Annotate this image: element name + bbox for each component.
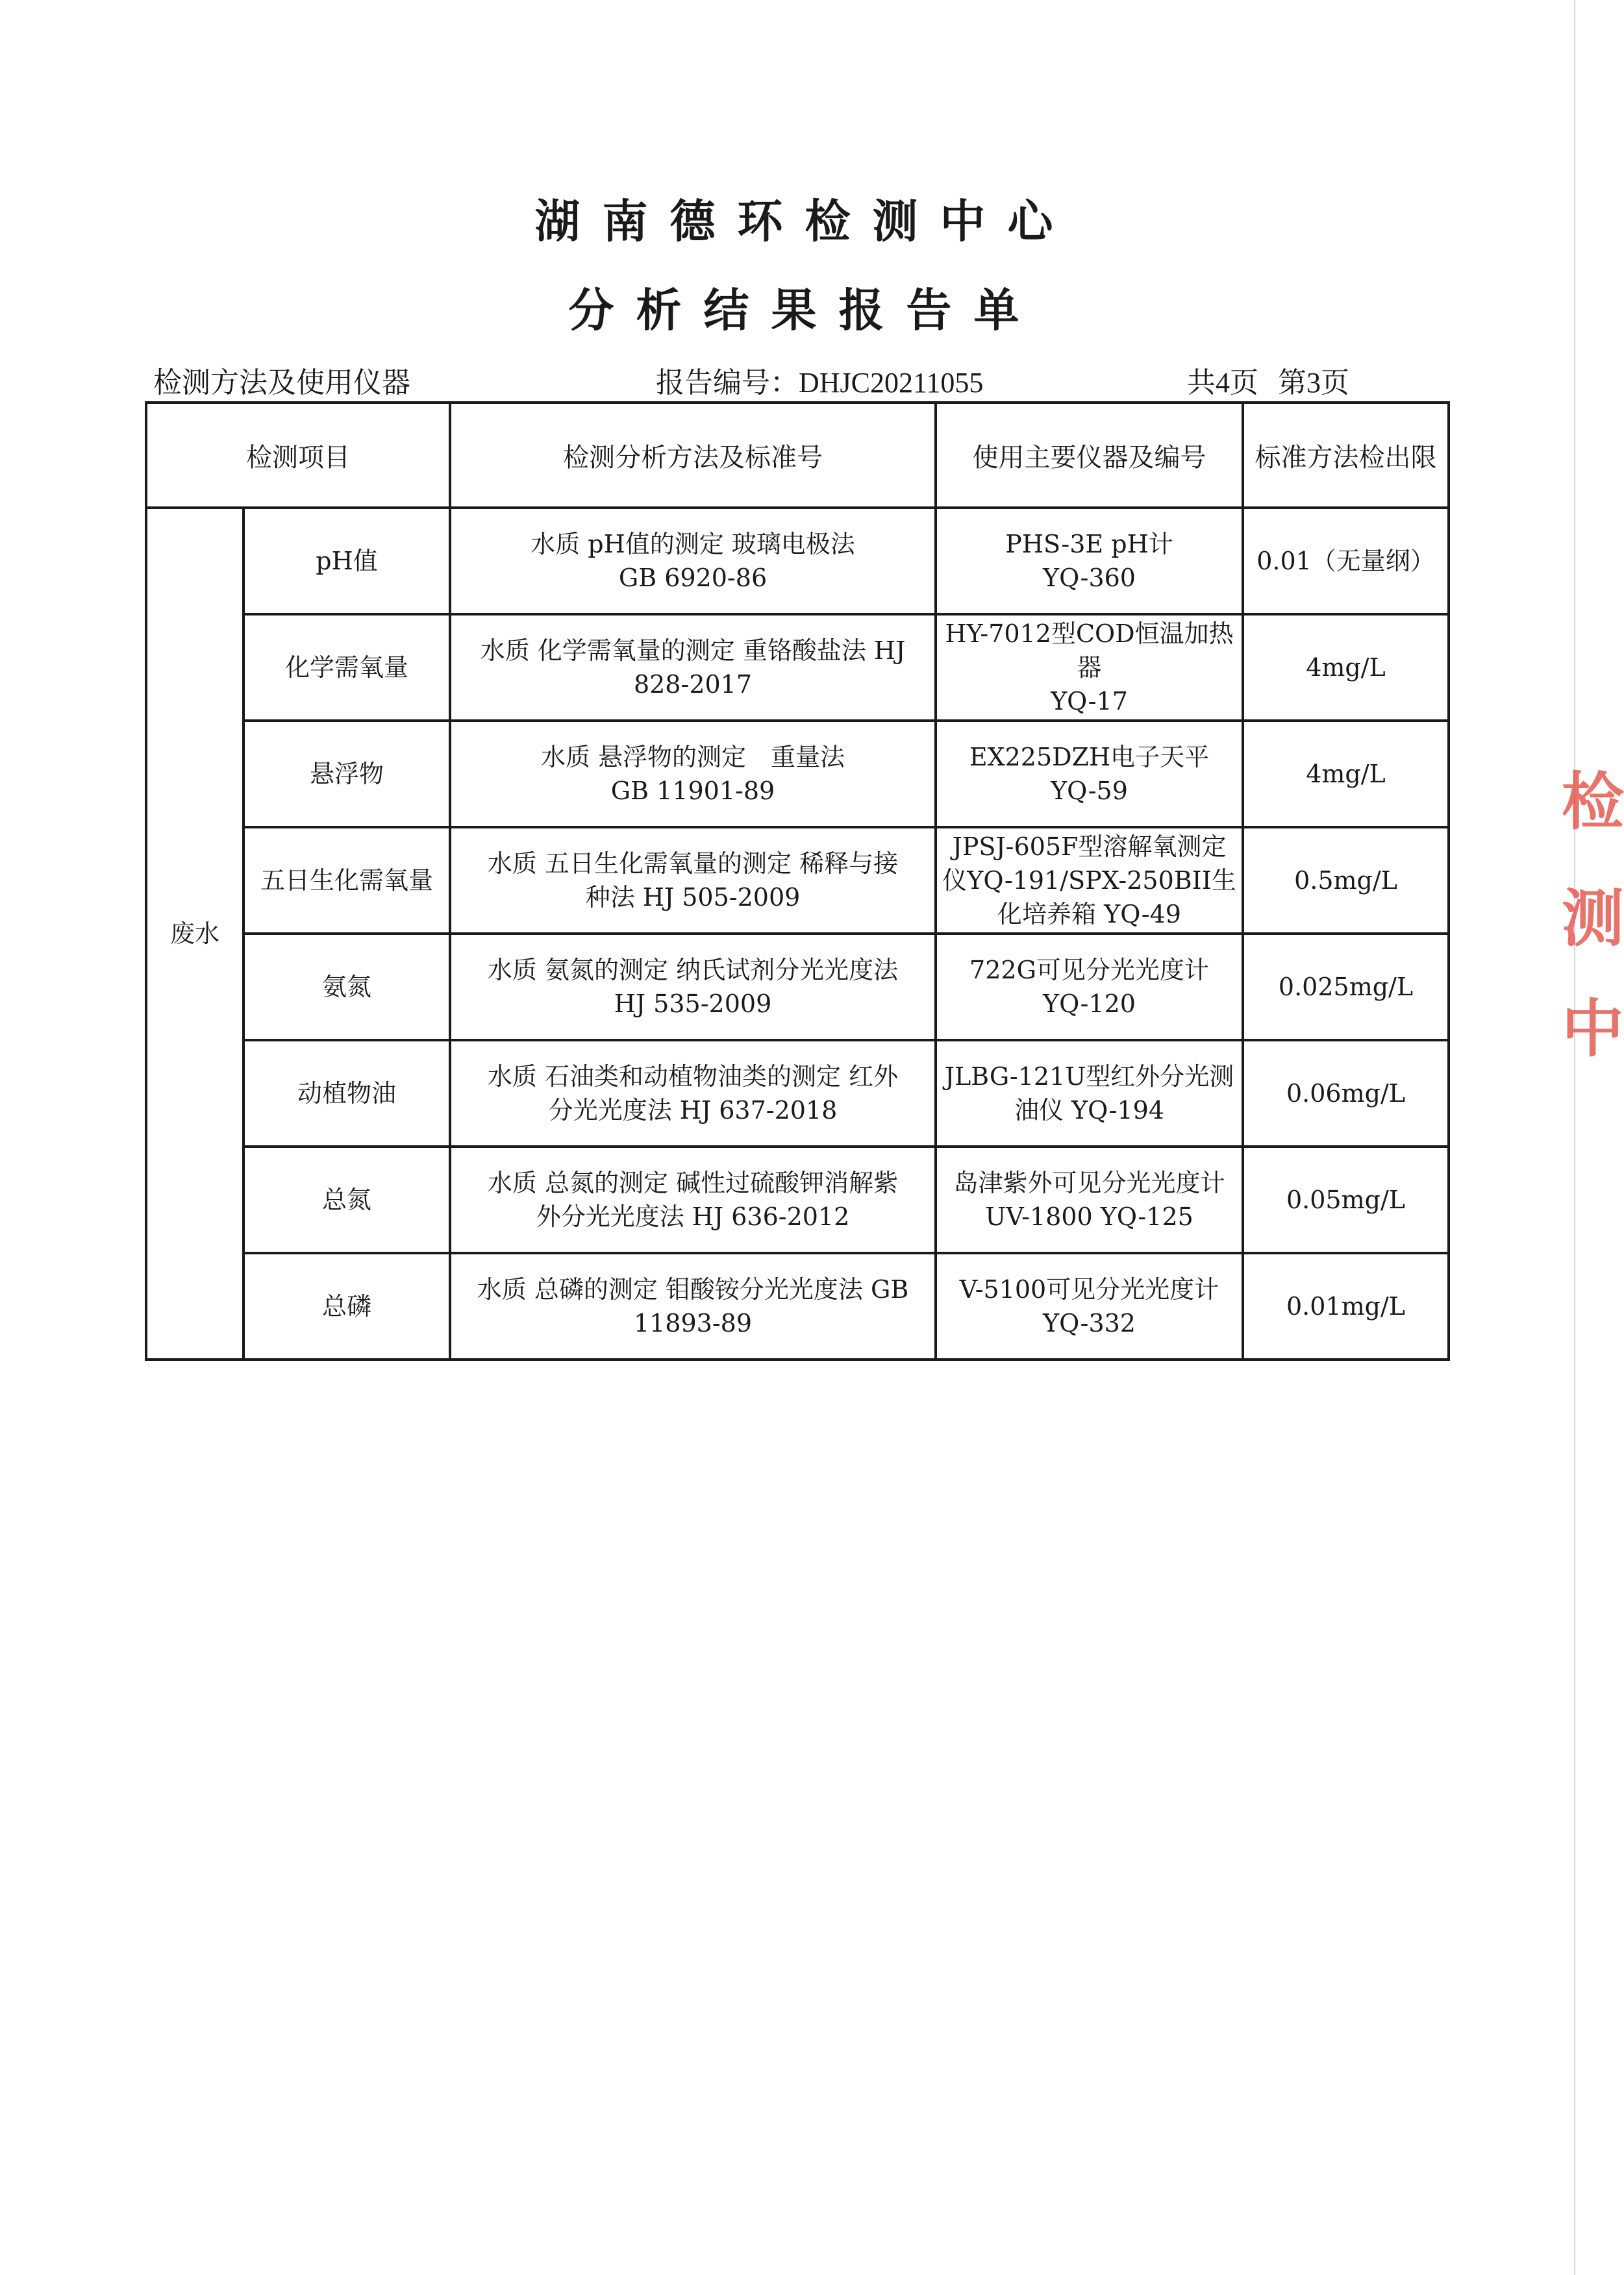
- page-info: [1187, 364, 1349, 403]
- instrument-cell: [936, 1147, 1243, 1253]
- table-row: [146, 1040, 1449, 1147]
- seal-char: 测: [1562, 882, 1624, 955]
- limit-cell: 0.01mg/L: [1243, 1253, 1449, 1360]
- instrument-cell: [936, 721, 1243, 827]
- limit-cell: 0.05mg/L: [1243, 1147, 1449, 1253]
- scan-edge-line: [1574, 0, 1575, 2275]
- instrument-cell: [936, 827, 1243, 934]
- instrument-cell: [936, 508, 1243, 614]
- instrument-line: 仪YQ-191/SPX-250BII生: [942, 866, 1236, 895]
- category-cell: 废水: [146, 508, 244, 1360]
- item-cell: 五日生化需氧量: [244, 827, 450, 934]
- table-row: [146, 1147, 1449, 1253]
- instrument-line: UV-1800 YQ-125: [985, 1202, 1193, 1231]
- table-row: [146, 508, 1449, 614]
- instrument-line: PHS-3E pH计: [1005, 530, 1173, 558]
- limit-cell: 0.06mg/L: [1243, 1040, 1449, 1147]
- method-line: 水质 悬浮物的测定 重量法: [540, 743, 845, 771]
- page-number: 第3页: [1278, 367, 1349, 399]
- method-line: 水质 总氮的测定 碱性过硫酸钾消解紫: [487, 1169, 899, 1197]
- item-cell: 氨氮: [244, 934, 450, 1040]
- instrument-line: YQ-120: [1042, 989, 1136, 1018]
- method-line: HJ 535-2009: [614, 989, 772, 1018]
- method-cell: [450, 614, 936, 721]
- col-header-method: 检测分析方法及标准号: [450, 403, 936, 508]
- method-line: 水质 总磷的测定 钼酸铵分光光度法 GB: [477, 1275, 909, 1304]
- instrument-line: 722G可见分光光度计: [969, 956, 1209, 984]
- instrument-line: V-5100可见分光光度计: [959, 1275, 1219, 1304]
- item-cell: 化学需氧量: [244, 614, 450, 721]
- method-line: 828-2017: [633, 670, 753, 699]
- method-line: 外分光光度法 HJ 636-2012: [536, 1202, 850, 1231]
- limit-cell: 0.01（无量纲）: [1243, 508, 1449, 614]
- method-cell: [450, 1253, 936, 1360]
- method-cell: [450, 934, 936, 1040]
- method-line: 分光光度法 HJ 637-2018: [548, 1096, 838, 1125]
- table-row: [146, 827, 1449, 934]
- method-cell: [450, 1040, 936, 1147]
- instrument-line: EX225DZH电子天平: [969, 743, 1210, 771]
- item-cell: 动植物油: [244, 1040, 450, 1147]
- instrument-line: YQ-332: [1042, 1309, 1136, 1337]
- seal-char: 检: [1562, 765, 1624, 838]
- col-header-limit: 标准方法检出限: [1243, 403, 1449, 508]
- instrument-line: 化培养箱 YQ-49: [997, 900, 1181, 928]
- section-label: 检测方法及使用仪器: [153, 367, 410, 399]
- table-header-row: [146, 403, 1449, 508]
- instrument-line: YQ-17: [1051, 687, 1128, 715]
- limit-cell: 4mg/L: [1243, 721, 1449, 827]
- col-header-item: 检测项目: [146, 403, 450, 508]
- seal-char: 中: [1562, 993, 1624, 1065]
- instrument-line: YQ-360: [1042, 564, 1136, 592]
- method-cell: [450, 508, 936, 614]
- limit-cell: 0.025mg/L: [1243, 934, 1449, 1040]
- item-cell: 总氮: [244, 1147, 450, 1253]
- methods-table: [145, 401, 1450, 1361]
- method-cell: [450, 827, 936, 934]
- instrument-cell: [936, 934, 1243, 1040]
- table-row: [146, 721, 1449, 827]
- instrument-line: JPSJ-605F型溶解氧测定: [952, 832, 1227, 861]
- table-row: [146, 1253, 1449, 1360]
- limit-cell: 0.5mg/L: [1243, 827, 1449, 934]
- method-line: 水质 pH值的测定 玻璃电极法: [531, 530, 855, 558]
- method-line: 水质 化学需氧量的测定 重铬酸盐法 HJ: [480, 636, 906, 665]
- method-line: 11893-89: [633, 1309, 753, 1337]
- item-cell: pH值: [244, 508, 450, 614]
- method-line: GB 6920-86: [618, 564, 768, 592]
- method-line: 种法 HJ 505-2009: [585, 883, 801, 912]
- table-row: [146, 614, 1449, 721]
- method-line: 水质 氨氮的测定 纳氏试剂分光光度法: [487, 956, 899, 984]
- instrument-cell: [936, 1253, 1243, 1360]
- instrument-line: JLBG-121U型红外分光测: [944, 1062, 1234, 1091]
- instrument-line: 油仪 YQ-194: [1014, 1096, 1165, 1125]
- method-line: GB 11901-89: [610, 777, 775, 805]
- total-pages: 共4页: [1187, 367, 1258, 399]
- limit-cell: 4mg/L: [1243, 614, 1449, 721]
- table-row: [146, 934, 1449, 1040]
- report-title: 分析结果报告单: [568, 284, 1042, 337]
- report-number: 报告编号：DHJC20211055: [656, 367, 984, 399]
- instrument-line: YQ-59: [1051, 777, 1128, 805]
- red-seal-fragment: [1562, 747, 1624, 1084]
- method-cell: [450, 1147, 936, 1253]
- col-header-instrument: 使用主要仪器及编号: [936, 403, 1243, 508]
- instrument-cell: [936, 1040, 1243, 1147]
- table-body: [146, 508, 1449, 1360]
- org-name: 湖南德环检测中心: [534, 195, 1075, 248]
- instrument-line: 岛津紫外可见分光光度计: [953, 1169, 1225, 1197]
- item-cell: 悬浮物: [244, 721, 450, 827]
- method-line: 水质 石油类和动植物油类的测定 红外: [487, 1062, 899, 1091]
- instrument-cell: [936, 614, 1243, 721]
- method-line: 水质 五日生化需氧量的测定 稀释与接: [487, 849, 899, 878]
- instrument-line: HY-7012型COD恒温加热器: [945, 619, 1234, 682]
- item-cell: 总磷: [244, 1253, 450, 1360]
- method-cell: [450, 721, 936, 827]
